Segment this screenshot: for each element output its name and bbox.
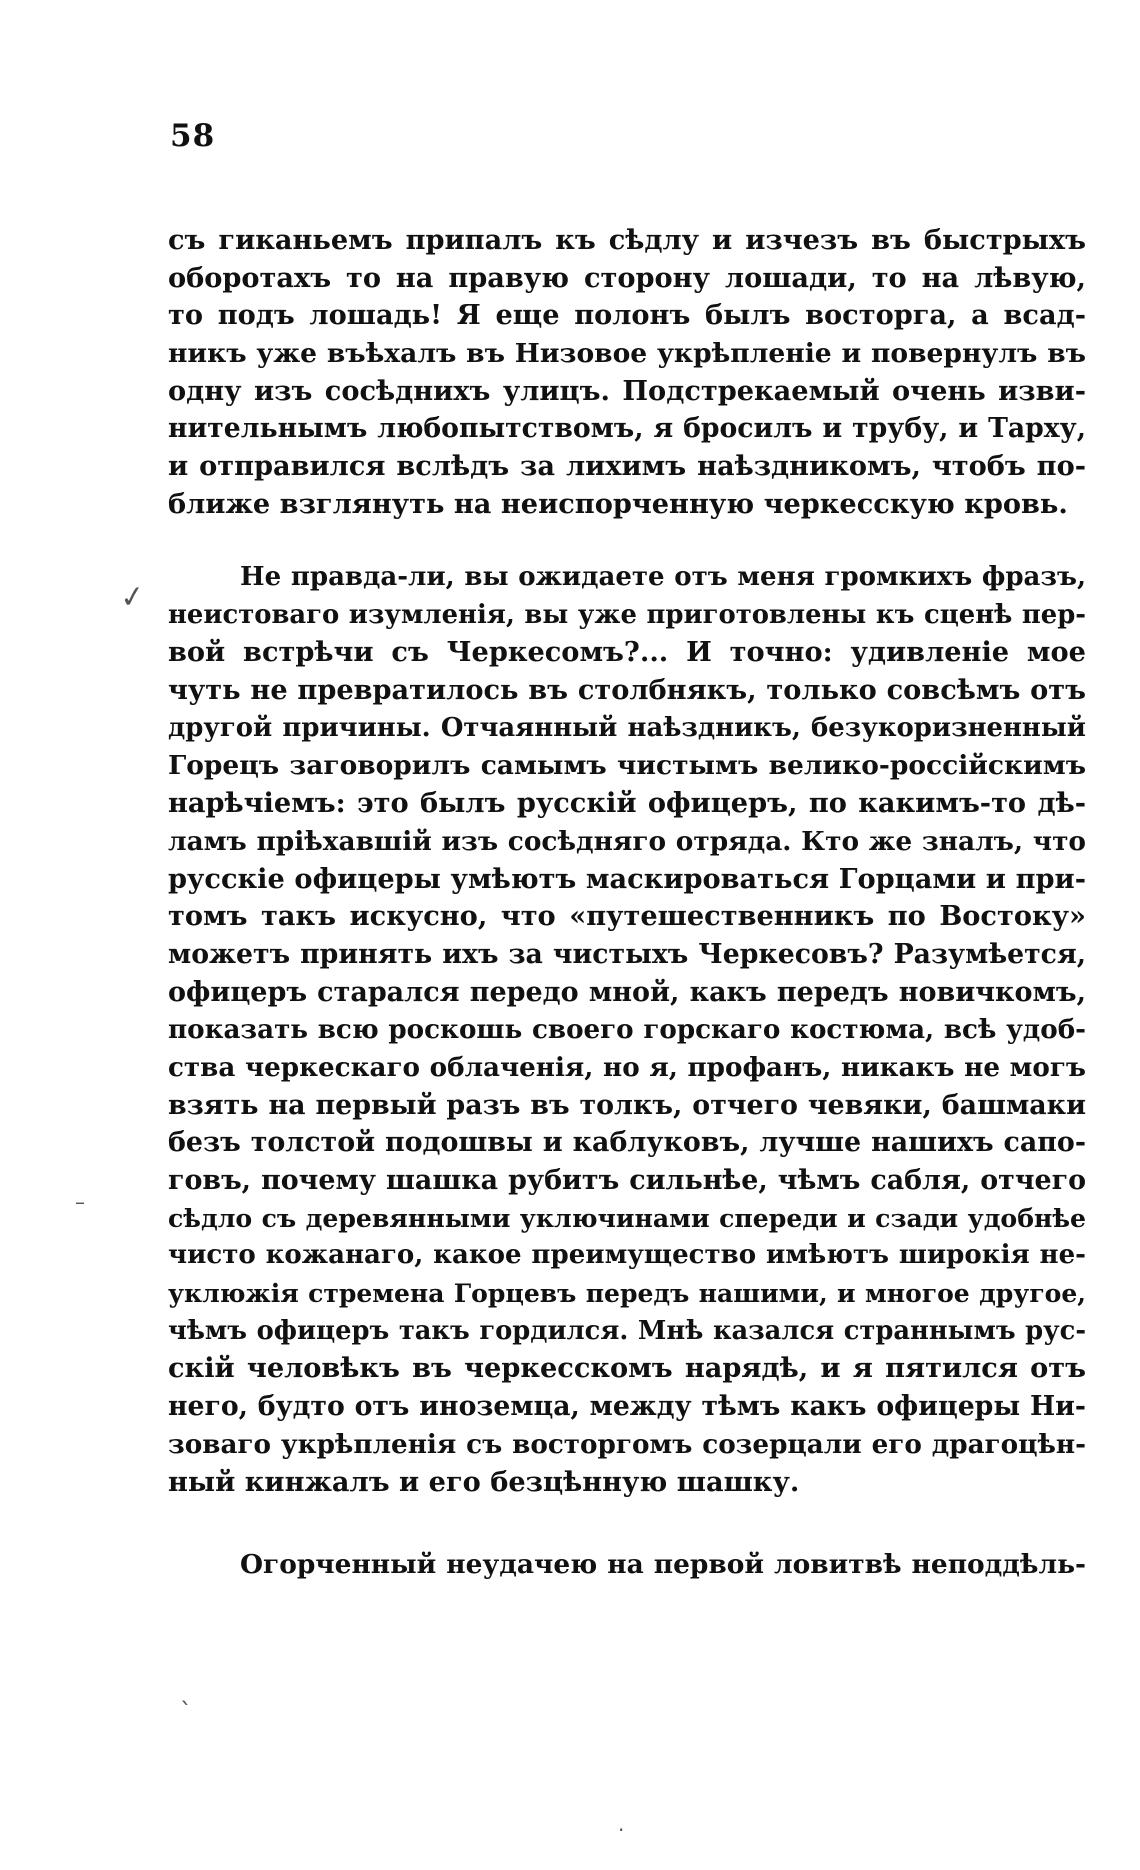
margin-tick-mark: ˋ [180, 1698, 192, 1726]
text-line: показать всю роскошь своего горскаго костюма, всѣ удоб- [168, 1014, 1086, 1046]
text-line: зоваго укрѣпленія съ восторгомъ созерцали его драгоцѣн- [168, 1428, 1086, 1460]
paragraph-3 [168, 1546, 1086, 1584]
text-line: вой встрѣчи съ Черкесомъ?... И точно: удивленіе мое [168, 636, 1086, 669]
text-line: скій человѣкъ въ черкесскомъ нарядѣ, и я пятился отъ [168, 1352, 1086, 1385]
page-number: 58 [170, 118, 216, 154]
text-line: Огорченный неудачею на первой ловитвѣ неподдѣль- [240, 1549, 1086, 1580]
paragraph-1 [168, 222, 1086, 524]
text-line: говъ, почему шашка рубитъ сильнѣе, чѣмъ сабля, отчего [168, 1165, 1086, 1196]
text-line: чисто кожанаго, какое преимущество имѣютъ широкія не- [168, 1240, 1086, 1271]
text-line: ный кинжалъ и его безцѣнную шашку. [168, 1465, 800, 1498]
text-line: неистоваго изумленія, вы уже приготовлены къ сценѣ пер- [168, 599, 1086, 630]
text-line: сѣдло съ деревянными уключинами спереди и сзади удобнѣе [168, 1202, 1086, 1233]
text-line: то подъ лошадь! Я еще полонъ былъ восторга, а всад- [168, 299, 1086, 332]
text-line: другой причины. Отчаянный наѣздникъ, безукоризненный [168, 712, 1086, 743]
text-line: и отправился вслѣдъ за лихимъ наѣздникомъ, чтобъ по- [168, 450, 1086, 483]
margin-dash-mark: – [75, 1190, 85, 1214]
text-line: ламъ пріѣхавшій изъ сосѣдняго отряда. Кто же зналъ, что [168, 825, 1086, 857]
text-line: томъ такъ искусно, что «путешественникъ по Востоку» [168, 900, 1086, 933]
paragraph-2 [168, 559, 1086, 1501]
text-line: Не правда-ли, вы ожидаете отъ меня громкихъ фразъ, [240, 562, 1086, 592]
text-line: Горецъ заговорилъ самымъ чистымъ велико-россійскимъ [168, 750, 1086, 782]
text-line: одну изъ сосѣднихъ улицъ. Подстрекаемый очень изви- [168, 374, 1086, 407]
text-line: офицеръ старался передо мной, какъ передъ новичкомъ, [168, 976, 1086, 1008]
margin-check-mark: ✓ [117, 578, 148, 617]
text-line: ближе взглянуть на неиспорченную черкесскую кровь. [168, 487, 1068, 520]
text-line: взять на первый разъ въ толкъ, отчего чевяки, башмаки [168, 1089, 1086, 1121]
text-line: уклюжія стремена Горцевъ передъ нашими, и многое другое, [168, 1278, 1086, 1309]
text-line: нарѣчіемъ: это былъ русскій офицеръ, по какимъ-то дѣ- [168, 787, 1086, 820]
margin-dot-mark: · [618, 1818, 625, 1842]
text-line: съ гиканьемъ припалъ къ сѣдлу и изчезъ въ быстрыхъ [168, 224, 1086, 256]
text-line: него, будто отъ иноземца, между тѣмъ какъ офицеры Ни- [168, 1391, 1086, 1423]
text-line: русскіе офицеры умѣютъ маскироваться Горцами и при- [168, 862, 1086, 895]
text-line: чуть не превратилось въ столбнякъ, только совсѣмъ отъ [168, 674, 1086, 707]
text-line: никъ уже въѣхалъ въ Низовое укрѣпленіе и повернулъ въ [168, 338, 1086, 370]
text-line: можетъ принять ихъ за чистыхъ Черкесовъ? Разумѣется, [168, 938, 1086, 970]
text-line: нительнымъ любопытствомъ, я бросилъ и трубу, и Тарху, [168, 413, 1086, 445]
text-line: чѣмъ офицеръ такъ гордился. Мнѣ казался страннымъ рус- [168, 1315, 1086, 1346]
text-line: оборотахъ то на правую сторону лошади, то на лѣвую, [168, 261, 1086, 294]
text-line: ства черкескаго облаченія, но я, профанъ, никакъ не могъ [168, 1051, 1086, 1083]
text-line: безъ толстой подошвы и каблуковъ, лучше нашихъ сапо- [168, 1127, 1086, 1159]
